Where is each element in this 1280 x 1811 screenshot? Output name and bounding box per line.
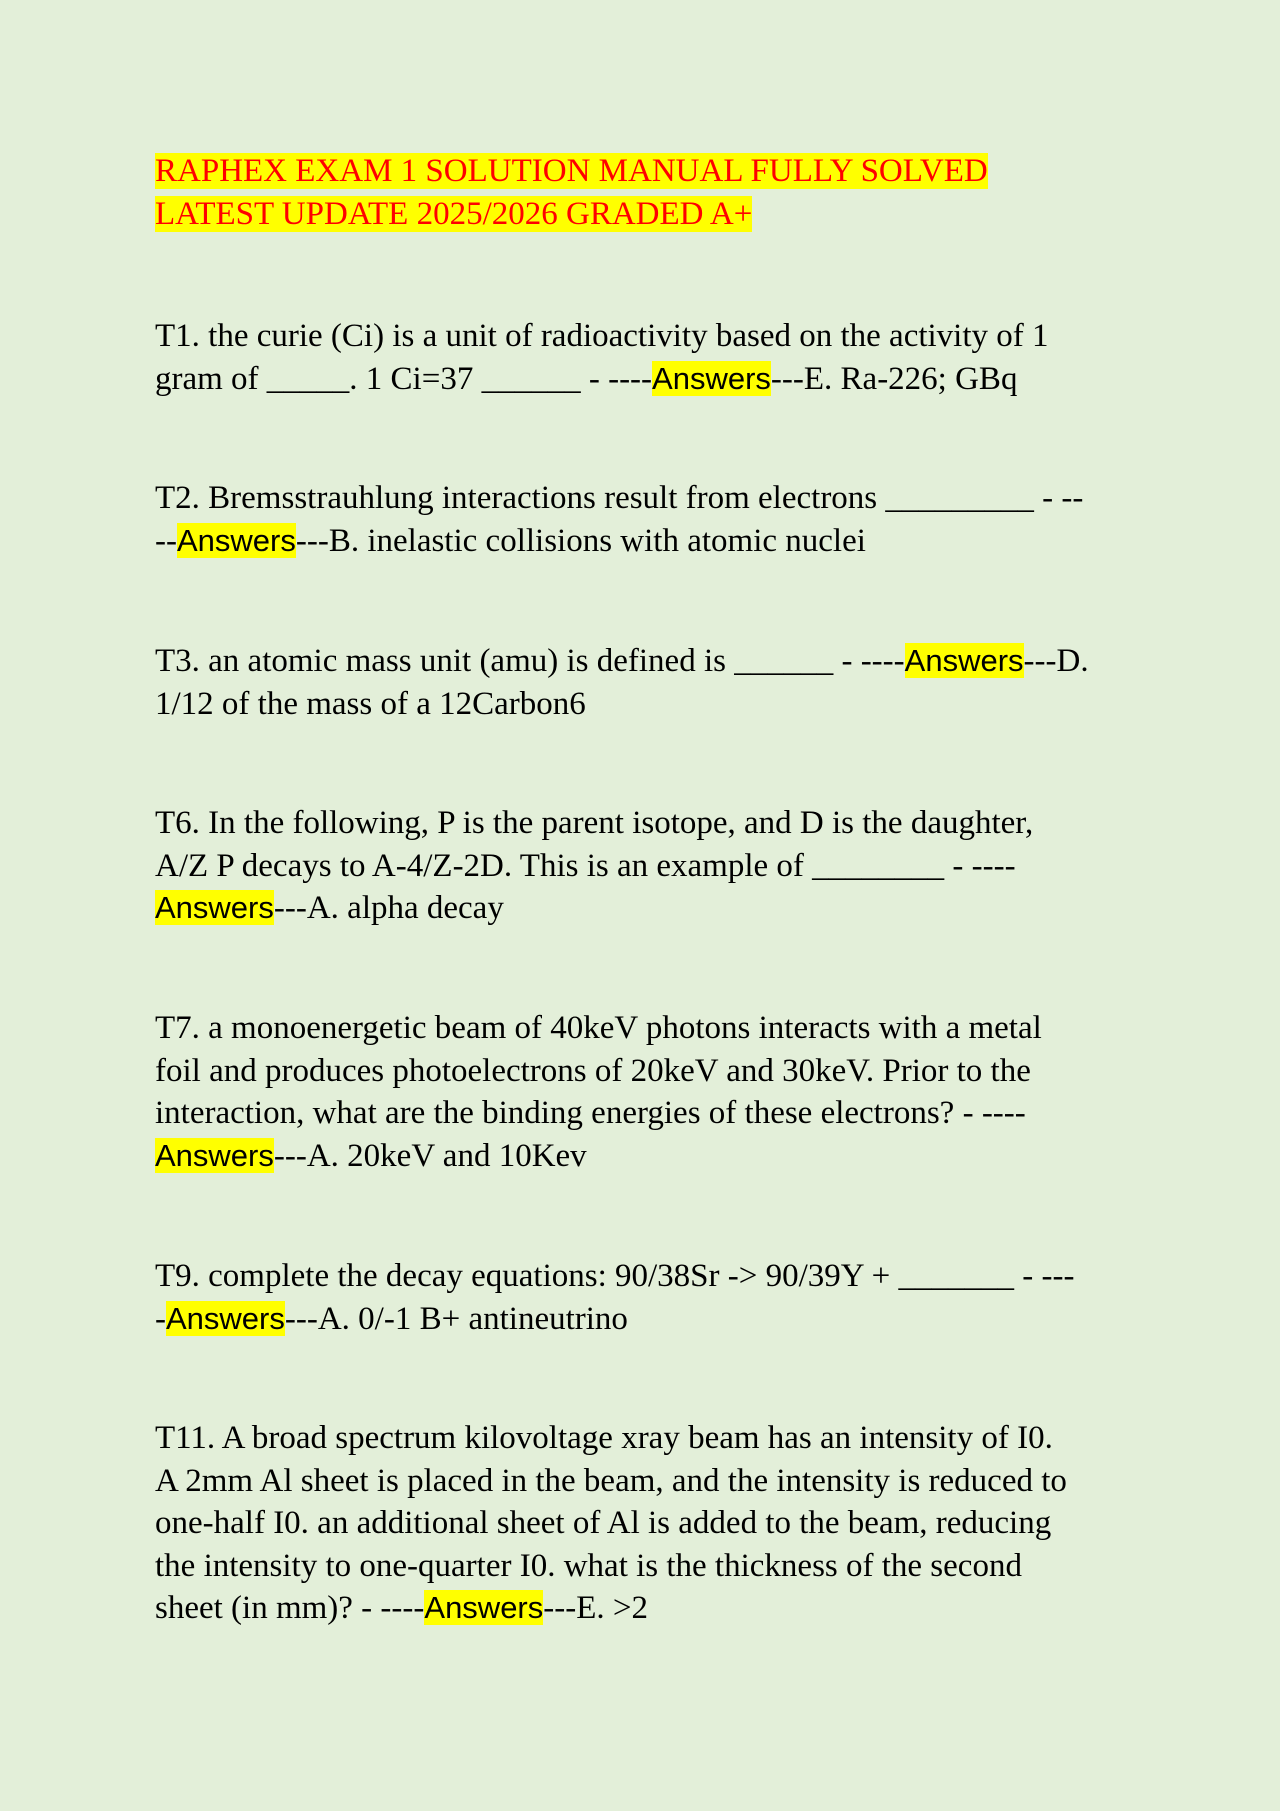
answer-text: ---D.: [1023, 643, 1089, 679]
answer-text: ---A. 0/-1 B+ antineutrino: [284, 1300, 628, 1337]
question-line: [155, 887, 1033, 930]
question-line: foil and produces photoelectrons of 20keV and 30keV. Prior to the: [155, 1052, 1031, 1089]
question-t3: [155, 640, 1089, 725]
answers-highlight: Answers: [155, 1137, 274, 1173]
answers-highlight: Answers: [176, 522, 296, 558]
question-line: gram of _____. 1 Ci=37 ______ - ----Answers---E. Ra-226; GBq: [155, 360, 1018, 397]
answer-text: ---A. 20keV and 10Kev: [273, 1137, 587, 1174]
question-line: sheet (in mm)? - ----Answers---E. >2: [155, 1590, 649, 1626]
question-line: 1/12 of the mass of a 12Carbon6: [155, 685, 586, 722]
question-line: T6. In the following, P is the parent isotope, and D is the daughter,: [155, 805, 1034, 841]
answer-text: ---A. alpha decay: [273, 890, 504, 926]
question-line: interaction, what are the binding energies of these electrons? - ----: [155, 1095, 1026, 1131]
answers-highlight: Answers: [166, 1300, 285, 1336]
question-line: -Answers---A. 0/-1 B+ antineutrino: [155, 1300, 628, 1337]
question-line: A 2mm Al sheet is placed in the beam, and the intensity is reduced to: [155, 1462, 1067, 1499]
answers-highlight: Answers: [652, 360, 771, 396]
question-t1: [155, 315, 1049, 400]
question-line: T11. A broad spectrum kilovoltage xray beam has an intensity of I0.: [155, 1420, 1053, 1456]
question-line: the intensity to one-quarter I0. what is the thickness of the second: [155, 1547, 1022, 1584]
question-line: T2. Bremsstrauhlung interactions result from electrons _________ - --: [155, 480, 1084, 516]
document-title: [155, 150, 988, 236]
question-line: T7. a monoenergetic beam of 40keV photons interacts with a metal: [155, 1010, 1042, 1046]
title-line: LATEST UPDATE 2025/2026 GRADED A+: [155, 196, 753, 232]
question-line: --Answers---B. inelastic collisions with atomic nuclei: [155, 522, 866, 559]
answer-text: ---E. >2: [543, 1590, 649, 1626]
answer-text: ---E. Ra-226; GBq: [770, 360, 1018, 397]
answers-highlight: Answers: [155, 890, 274, 925]
question-line: T9. complete the decay equations: 90/38Sr -> 90/39Y + _______ - ---: [155, 1258, 1075, 1294]
question-line: [155, 1135, 1042, 1178]
answers-highlight: Answers: [424, 1590, 544, 1625]
question-line: T1. the curie (Ci) is a unit of radioactivity based on the activity of 1: [155, 318, 1049, 354]
question-line: T3. an atomic mass unit (amu) is defined is ______ - ----Answers---D.: [155, 643, 1089, 679]
question-t6: [155, 802, 1033, 930]
title-line: RAPHEX EXAM 1 SOLUTION MANUAL FULLY SOLVED: [155, 153, 988, 189]
question-t9: [155, 1255, 1074, 1340]
question-t2: [155, 477, 1083, 562]
answer-text: ---B. inelastic collisions with atomic nuclei: [295, 522, 866, 559]
question-line: one-half I0. an additional sheet of Al is added to the beam, reducing: [155, 1505, 1052, 1541]
question-t7: [155, 1007, 1042, 1177]
question-t11: [155, 1417, 1067, 1630]
answers-highlight: Answers: [904, 643, 1024, 678]
question-line: A/Z P decays to A-4/Z-2D. This is an example of ________ - ----: [155, 847, 1016, 884]
